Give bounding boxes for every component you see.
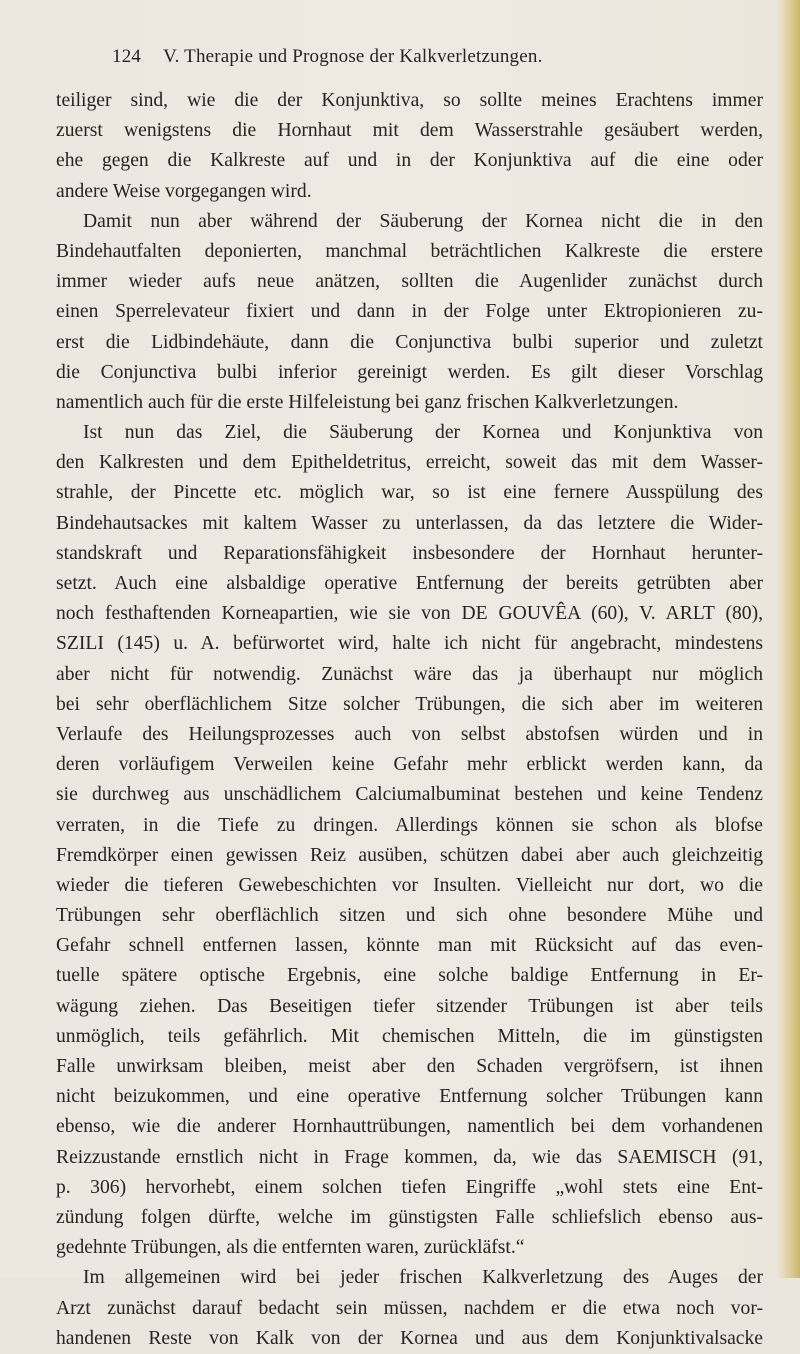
text-line: ehe gegen die Kalkreste auf und in der Konjunktiva auf die eine oder xyxy=(56,150,763,172)
text-line: Im allgemeinen wird bei jeder frischen Kalkverletzung des Auges der xyxy=(83,1267,763,1289)
text-line: zündung folgen dürfte, welche im günstigsten Falle schliefslich ebenso aus- xyxy=(56,1206,763,1228)
text-line: Falle unwirksam bleiben, meist aber den Schaden vergröfsern, ist ihnen xyxy=(56,1056,763,1077)
text-line: erst die Lidbindehäute, dann die Conjunctiva bulbi superior und zuletzt xyxy=(56,331,763,353)
text-line: ebenso, wie die anderer Hornhauttrübungen, namentlich bei dem vorhandenen xyxy=(56,1116,763,1138)
text-line: noch festhaftenden Korneapartien, wie sie von DE GOUVÊA (60), V. ARLT (80), xyxy=(56,603,763,625)
text-line: nicht beizukommen, und eine operative Entfernung solcher Trübungen kann xyxy=(56,1086,763,1108)
text-line: Verlaufe des Heilungsprozesses auch von selbst abstofsen würden und in xyxy=(56,723,763,745)
text-line: Reizzustande ernstlich nicht in Frage kommen, da, wie das SAEMISCH (91, xyxy=(56,1146,763,1168)
text-line: deren vorläufigem Verweilen keine Gefahr mehr erblickt werden kann, da xyxy=(56,754,763,776)
text-line: standskraft und Reparationsfähigkeit insbesondere der Hornhaut herunter- xyxy=(56,542,763,564)
text-line: p. 306) hervorhebt, einem solchen tiefen Eingriffe „wohl stets eine Ent- xyxy=(56,1176,763,1198)
text-line: einen Sperrelevateur fixiert und dann in der Folge unter Ektropionieren zu- xyxy=(56,301,763,323)
text-line: setzt. Auch eine alsbaldige operative Entfernung der bereits getrübten aber xyxy=(56,573,763,594)
text-line: Gefahr schnell entfernen lassen, könnte man mit Rücksicht auf das even- xyxy=(56,935,763,957)
text-line: SZILI (145) u. A. befürwortet wird, halte ich nicht für angebracht, mindestens xyxy=(56,633,763,655)
text-line: unmöglich, teils gefährlich. Mit chemischen Mitteln, die im günstigsten xyxy=(56,1025,763,1047)
chapter-title: V. Therapie und Prognose der Kalkverletzungen. xyxy=(163,46,543,67)
text-line: Damit nun aber während der Säuberung der Kornea nicht die in den xyxy=(83,210,763,232)
text-line: Trübungen sehr oberflächlich sitzen und sich ohne besondere Mühe und xyxy=(56,905,763,927)
text-line: namentlich auch für die erste Hilfeleistung bei ganz frischen Kalkverletzungen. xyxy=(56,391,679,413)
running-head xyxy=(112,46,732,74)
text-line: verraten, in die Tiefe zu dringen. Allerdings können sie schon als blofse xyxy=(56,814,763,836)
text-line: tuelle spätere optische Ergebnis, eine solche baldige Entfernung in Er- xyxy=(56,965,763,987)
text-line: bei sehr oberflächlichem Sitze solcher Trübungen, die sich aber im weiteren xyxy=(56,693,763,715)
text-line: Bindehautsackes mit kaltem Wasser zu unterlassen, da das letztere die Wider- xyxy=(56,512,763,534)
text-line: Fremdkörper einen gewissen Reiz ausüben, schützen dabei aber auch gleichzeitig xyxy=(56,844,763,866)
text-line: den Kalkresten und dem Epitheldetritus, erreicht, soweit das mit dem Wasser- xyxy=(56,452,763,474)
text-line: Ist nun das Ziel, die Säuberung der Kornea und Konjunktiva von xyxy=(83,422,763,444)
text-line: wägung ziehen. Das Beseitigen tiefer sitzender Trübungen ist aber teils xyxy=(56,995,763,1017)
text-line: gedehnte Trübungen, als die entfernten waren, zurückläfst.“ xyxy=(56,1237,525,1259)
text-line: die Conjunctiva bulbi inferior gereinigt werden. Es gilt dieser Vorschlag xyxy=(56,361,763,383)
text-line: teiliger sind, wie die der Konjunktiva, so sollte meines Erachtens immer xyxy=(56,90,763,111)
page-number: 124 xyxy=(112,46,142,67)
text-line: immer wieder aufs neue anätzen, sollten die Augenlider zunächst durch xyxy=(56,271,763,293)
page-edge xyxy=(776,0,800,1278)
text-line: andere Weise vorgegangen wird. xyxy=(56,180,312,202)
text-line: handenen Reste von Kalk von der Kornea und aus dem Konjunktivalsacke xyxy=(56,1327,763,1349)
text-line: sie durchweg aus unschädlichem Calciumalbuminat bestehen und keine Tendenz xyxy=(56,784,763,806)
text-line: Arzt zunächst darauf bedacht sein müssen, nachdem er die etwa noch vor- xyxy=(56,1297,763,1319)
body-text xyxy=(56,86,763,1354)
text-line: strahle, der Pincette etc. möglich war, so ist eine fernere Ausspülung des xyxy=(56,482,763,504)
text-line: Bindehautfalten deponierten, manchmal beträchtlichen Kalkreste die erstere xyxy=(56,240,763,262)
text-line: aber nicht für notwendig. Zunächst wäre das ja überhaupt nur möglich xyxy=(56,663,763,685)
text-line: wieder die tieferen Gewebeschichten vor Insulten. Vielleicht nur dort, wo die xyxy=(56,874,763,896)
text-line: zuerst wenigstens die Hornhaut mit dem Wasserstrahle gesäubert werden, xyxy=(56,120,763,142)
